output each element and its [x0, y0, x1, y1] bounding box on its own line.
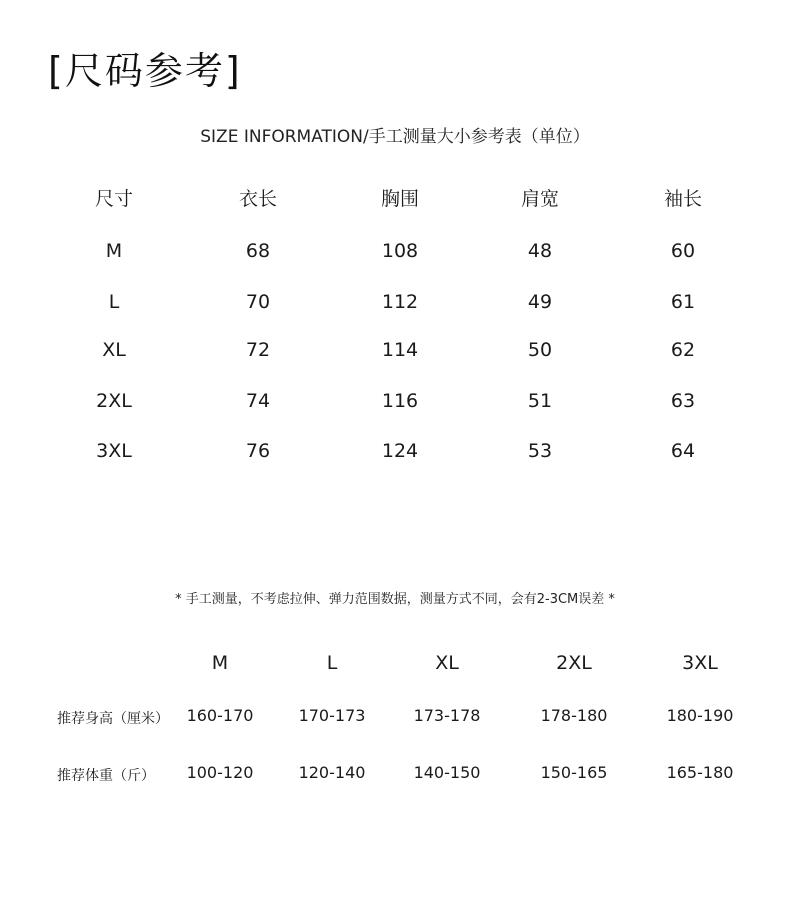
recommend-cell: 178-180 [540, 706, 608, 725]
size-table-cell: 51 [527, 390, 553, 412]
recommend-cell: 140-150 [413, 763, 481, 782]
size-table-header: 胸围 [380, 188, 420, 210]
size-table-cell: 61 [670, 291, 696, 313]
size-table-cell: 112 [381, 291, 419, 313]
size-table-size-cell: 2XL [96, 390, 132, 412]
recommend-cell: 165-180 [666, 763, 734, 782]
size-table-cell: 48 [527, 240, 553, 262]
recommend-size-header: 3XL [682, 652, 718, 674]
recommend-row-label: 推荐体重（斤） [57, 768, 155, 784]
size-table-size-cell: XL [102, 339, 126, 361]
size-table-cell: 49 [527, 291, 553, 313]
size-table-cell: 76 [245, 440, 271, 462]
size-table-cell: 72 [245, 339, 271, 361]
table-subtitle: SIZE INFORMATION/手工测量大小参考表（单位） [200, 127, 590, 147]
size-table-header: 尺寸 [94, 188, 134, 210]
recommend-size-header: L [326, 652, 338, 674]
page-title: [尺码参考] [48, 49, 242, 93]
recommend-cell: 150-165 [540, 763, 608, 782]
size-table-header: 肩宽 [520, 188, 560, 210]
size-table-cell: 68 [245, 240, 271, 262]
recommend-cell: 173-178 [413, 706, 481, 725]
size-table-cell: 60 [670, 240, 696, 262]
size-table-header: 衣长 [238, 188, 278, 210]
size-table-header: 袖长 [663, 188, 703, 210]
recommend-size-header: 2XL [556, 652, 592, 674]
size-table-cell: 70 [245, 291, 271, 313]
recommend-size-header: XL [435, 652, 459, 674]
size-table-cell: 124 [381, 440, 419, 462]
recommend-cell: 120-140 [298, 763, 366, 782]
recommend-cell: 170-173 [298, 706, 366, 725]
size-table-cell: 63 [670, 390, 696, 412]
recommend-cell: 100-120 [186, 763, 254, 782]
size-table-size-cell: L [108, 291, 120, 313]
size-table-size-cell: 3XL [96, 440, 132, 462]
recommend-size-header: M [211, 652, 229, 674]
size-table-cell: 108 [381, 240, 419, 262]
size-table-size-cell: M [105, 240, 123, 262]
recommend-cell: 180-190 [666, 706, 734, 725]
size-table-cell: 74 [245, 390, 271, 412]
size-table-cell: 62 [670, 339, 696, 361]
size-table-cell: 53 [527, 440, 553, 462]
size-table-cell: 50 [527, 339, 553, 361]
recommend-row-label: 推荐身高（厘米） [57, 711, 169, 727]
size-table-cell: 114 [381, 339, 419, 361]
recommend-cell: 160-170 [186, 706, 254, 725]
size-table-cell: 116 [381, 390, 419, 412]
size-table-cell: 64 [670, 440, 696, 462]
measurement-note: * 手工测量，不考虑拉伸、弹力范围数据，测量方式不同，会有2-3CM误差 * [175, 592, 615, 607]
